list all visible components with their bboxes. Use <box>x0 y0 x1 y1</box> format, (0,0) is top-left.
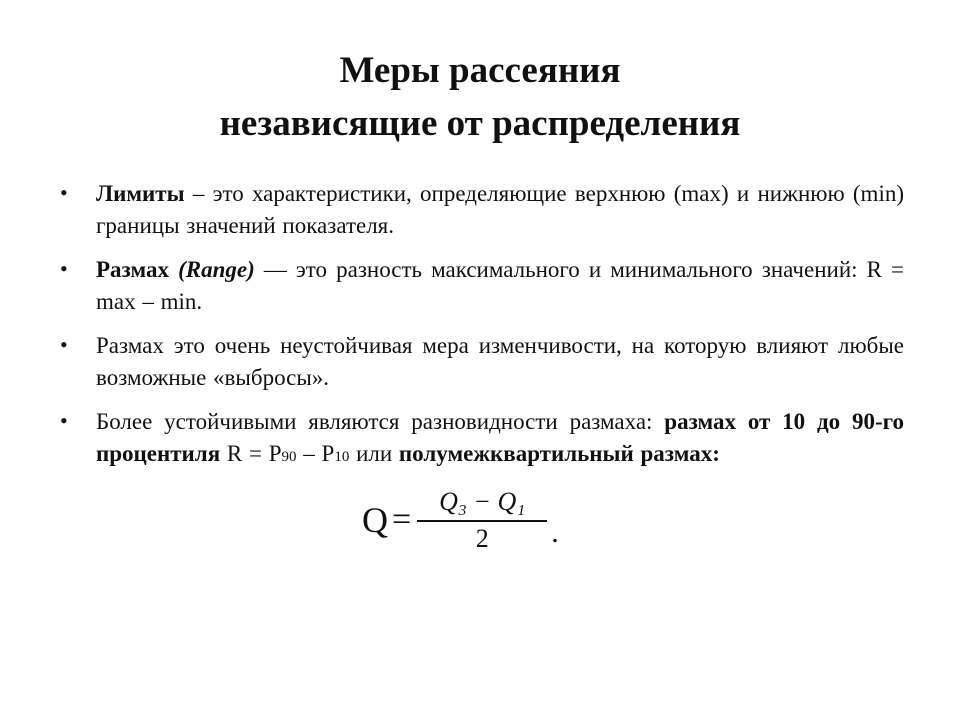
bullet-dot: • <box>60 256 68 281</box>
title-line-1: Меры рассеяния <box>339 50 621 91</box>
text-robust-a: Более устойчивыми являются разновидности размаха: <box>96 409 665 434</box>
bullet-dot: • <box>60 408 68 433</box>
text-robust-b: R = P <box>220 441 282 466</box>
bullet-instability <box>58 330 904 394</box>
term-limits: Лимиты <box>96 181 185 206</box>
text-robust-c: – P <box>296 441 335 466</box>
bullet-dot: • <box>60 180 68 205</box>
slide-title <box>0 44 960 150</box>
term-percentile-range: размах от 10 до 90-го процентиля <box>96 409 904 466</box>
bullet-dot: • <box>60 332 68 357</box>
formula-period: . <box>551 516 559 549</box>
formula-numerator: Q₃ − Q₁ <box>439 486 526 516</box>
subscript-10: 10 <box>334 449 350 465</box>
bullet-robust <box>58 406 904 473</box>
term-semi-interquartile: полумежквартильный размах: <box>398 441 720 466</box>
bullet-list <box>58 178 904 485</box>
formula-lhs: Q <box>362 500 388 540</box>
formula-fraction <box>417 487 547 554</box>
text-instability: Размах это очень неустойчивая мера изменчивости, на которую влияют любые возможные «выбросы». <box>96 333 904 390</box>
formula-equals: = <box>392 501 412 538</box>
formula-q <box>362 486 559 553</box>
text-limits: – это характеристики, определяющие верхнюю (max) и нижнюю (min) границы значений показателя. <box>96 181 904 238</box>
text-range: — это разность максимального и минимального значений: R = max – min. <box>96 257 904 314</box>
term-range: Размах <box>96 257 169 282</box>
term-range-en: (Range) <box>178 257 255 282</box>
subscript-90: 90 <box>281 449 297 465</box>
title-line-2: независящие от распределения <box>219 103 741 144</box>
bullet-limits <box>58 178 904 242</box>
bullet-range <box>58 254 904 318</box>
text-robust-d: или <box>349 441 399 466</box>
formula-denominator: 2 <box>475 523 489 553</box>
